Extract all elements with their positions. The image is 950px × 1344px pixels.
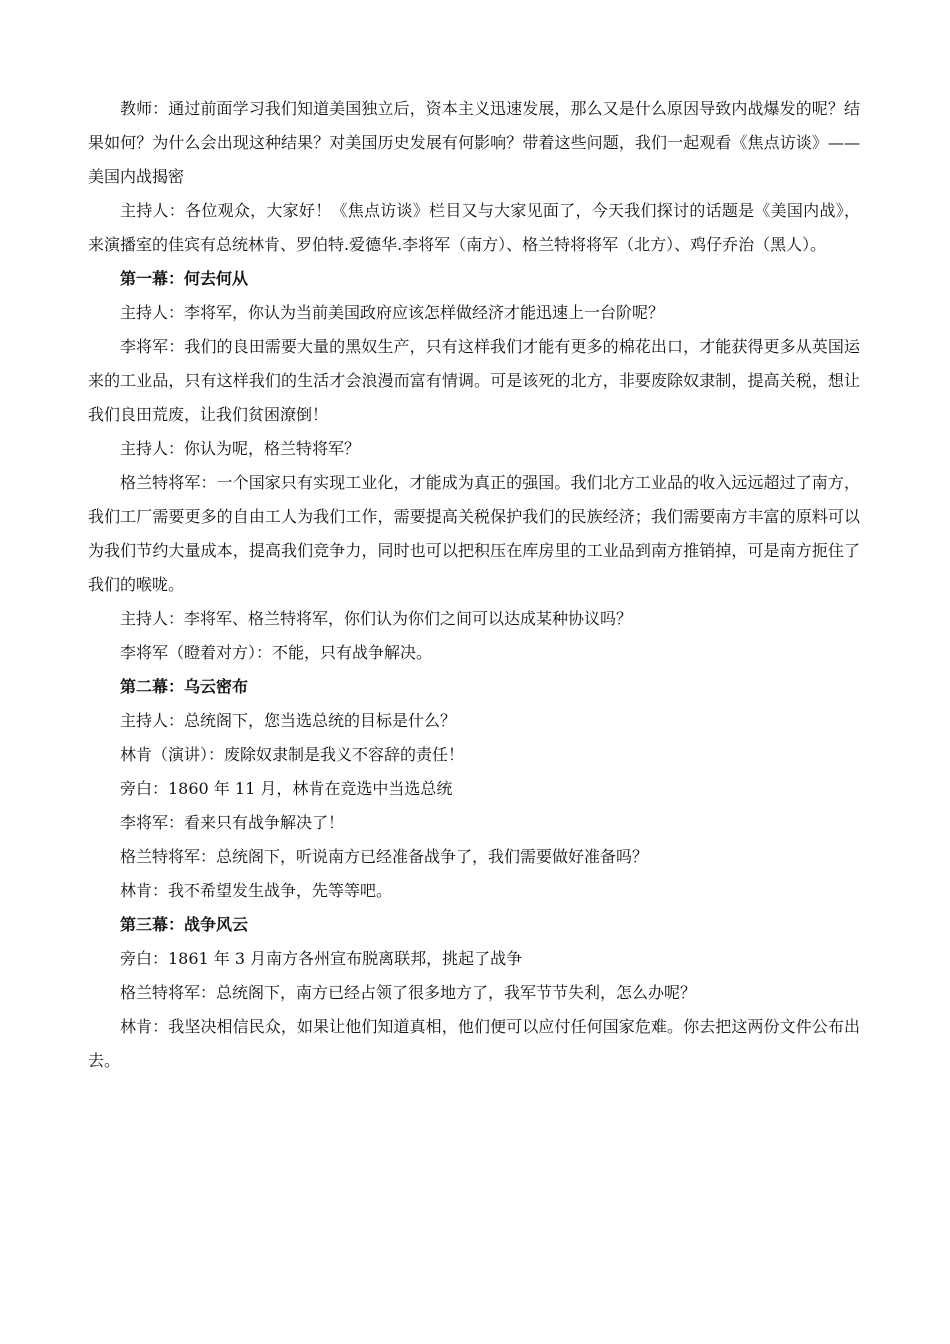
paragraph-dialogue: 主持人：你认为呢，格兰特将军？ bbox=[120, 439, 361, 458]
paragraph-dialogue: 林肯：我不希望发生战争，先等等吧。 bbox=[120, 881, 393, 900]
paragraph-dialogue: 主持人：李将军，你认为当前美国政府应该怎样做经济才能迅速上一台阶呢？ bbox=[120, 303, 665, 322]
act-one-heading: 第一幕：何去何从 bbox=[120, 269, 249, 288]
act-two-heading: 第二幕：乌云密布 bbox=[120, 677, 249, 696]
paragraph-dialogue: 格兰特将军：总统阁下，南方已经占领了很多地方了，我军节节失利，怎么办呢？ bbox=[120, 983, 697, 1002]
paragraph-dialogue: 主持人：总统阁下，您当选总统的目标是什么？ bbox=[120, 711, 457, 730]
act-three-heading: 第三幕：战争风云 bbox=[120, 915, 249, 934]
document-page bbox=[88, 92, 860, 1078]
paragraph-dialogue: 李将军（瞪着对方）：不能，只有战争解决。 bbox=[120, 643, 433, 662]
paragraph-dialogue: 主持人：李将军、格兰特将军，你们认为你们之间可以达成某种协议吗？ bbox=[120, 609, 633, 628]
paragraph-dialogue: 林肯：我坚决相信民众，如果让他们知道真相，他们便可以应付任何国家危难。你去把这两份文件公布出去。 bbox=[88, 1017, 860, 1070]
paragraph-dialogue: 格兰特将军：总统阁下，听说南方已经准备战争了，我们需要做好准备吗？ bbox=[120, 847, 649, 866]
paragraph-dialogue: 李将军：我们的良田需要大量的黑奴生产，只有这样我们才能有更多的棉花出口，才能获得更多从英国运来的工业品，只有这样我们的生活才会浪漫而富有情调。可是该死的北方，非要废除奴隶制，提高关税，想让我们良田荒废，让我们贫困潦倒！ bbox=[88, 337, 860, 424]
paragraph-host-welcome: 主持人：各位观众，大家好！《焦点访谈》栏目又与大家见面了，今天我们探讨的话题是《美国内战》，来演播室的佳宾有总统林肯、罗伯特.爱德华.李将军（南方）、格兰特将将军（北方）、鸡仔乔治（黑人）。 bbox=[88, 201, 860, 254]
paragraph-dialogue: 林肯（演讲）：废除奴隶制是我义不容辞的责任！ bbox=[120, 745, 465, 764]
paragraph-narration: 旁白：1861 年 3 月南方各州宣布脱离联邦，挑起了战争 bbox=[120, 949, 523, 968]
paragraph-dialogue: 格兰特将军：一个国家只有实现工业化，才能成为真正的强国。我们北方工业品的收入远远超过了南方，我们工厂需要更多的自由工人为我们工作，需要提高关税保护我们的民族经济；我们需要南方丰富的原料可以为我们节约大量成本，提高我们竞争力，同时也可以把积压在库房里的工业品到南方推销掉，可是南方扼住了我们的喉咙。 bbox=[88, 473, 860, 594]
paragraph-teacher-intro: 教师：通过前面学习我们知道美国独立后，资本主义迅速发展，那么又是什么原因导致内战爆发的呢？结果如何？为什么会出现这种结果？对美国历史发展有何影响？带着这些问题，我们一起观看《焦点访谈》——美国内战揭密 bbox=[88, 99, 860, 186]
paragraph-narration: 旁白：1860 年 11 月，林肯在竞选中当选总统 bbox=[120, 779, 453, 798]
paragraph-dialogue: 李将军：看来只有战争解决了！ bbox=[120, 813, 345, 832]
